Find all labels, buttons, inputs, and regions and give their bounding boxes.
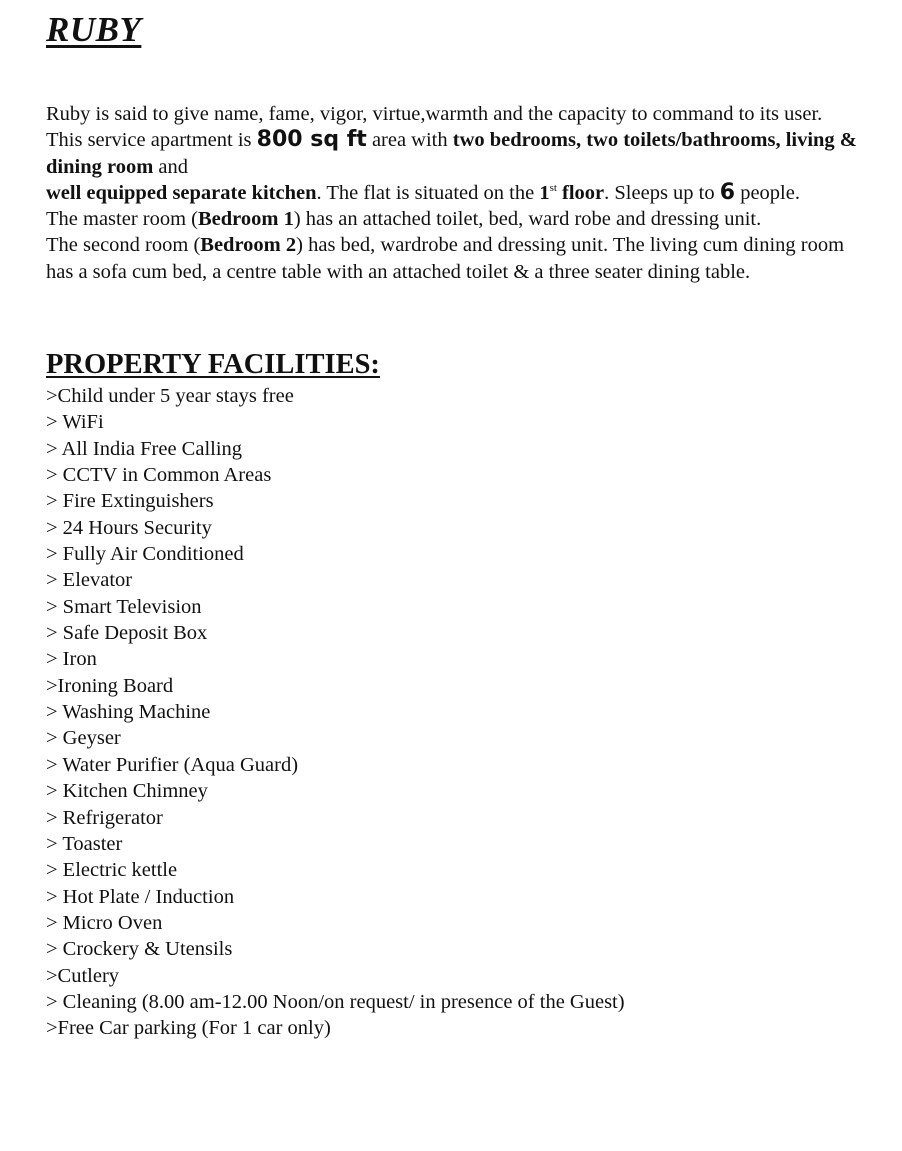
facility-item: > Elevator [46, 569, 133, 592]
text: and [153, 155, 189, 178]
facilities-list [46, 383, 625, 1042]
facility-item: >Free Car parking (For 1 car only) [46, 1017, 331, 1040]
facility-item: > Geyser [46, 727, 121, 750]
facility-item: > Safe Deposit Box [46, 622, 208, 645]
facility-item: > Washing Machine [46, 701, 211, 724]
area-value: 800 sq ft [256, 127, 367, 153]
facility-item: > All India Free Calling [46, 437, 243, 460]
description-line-1: Ruby is said to give name, fame, vigor, virtue,warmth and the capacity to command to its user. [46, 103, 823, 125]
text: ) has an attached toilet, bed, ward robe and dressing unit. [293, 208, 762, 231]
text: people. [735, 181, 800, 204]
description-line-4 [46, 206, 886, 232]
facility-item: > Hot Plate / Induction [46, 885, 235, 908]
facility-item: >Child under 5 year stays free [46, 385, 294, 407]
facility-item: > Electric kettle [46, 859, 178, 882]
text: The second room ( [46, 234, 201, 257]
rooms-summary: two bedrooms, two toilets/bathrooms, living & dining room [46, 129, 857, 178]
page-title: RUBY [46, 10, 142, 49]
facility-item: > Cleaning (8.00 am-12.00 Noon/on request/ in presence of the Guest) [46, 990, 625, 1013]
floor-number: 1 [539, 181, 550, 204]
description-line-6: has a sofa cum bed, a centre table with an attached toilet & a three seater dining table. [46, 260, 751, 283]
facility-item: > 24 Hours Security [46, 516, 212, 539]
description-line-5 [46, 232, 886, 258]
text: This service apartment is [46, 129, 257, 152]
floor-word: floor [556, 181, 605, 204]
description-line-3 [46, 180, 886, 206]
bedroom-1-label: Bedroom 1 [198, 208, 294, 231]
facility-item: > Smart Television [46, 595, 202, 618]
text: . The flat is situated on the [316, 181, 540, 204]
facility-item: >Ironing Board [46, 674, 174, 697]
facility-item: > Micro Oven [46, 911, 163, 934]
facility-item: >Cutlery [46, 964, 120, 987]
bedroom-2-label: Bedroom 2 [200, 234, 297, 257]
text: The master room ( [46, 208, 198, 231]
description [46, 101, 886, 285]
text: area with [366, 129, 453, 152]
facility-item: > Fire Extinguishers [46, 490, 214, 513]
facility-item: > Toaster [46, 832, 123, 855]
floor-suffix: st [549, 182, 557, 195]
facility-item: > WiFi [46, 411, 104, 434]
facility-item: > CCTV in Common Areas [46, 464, 272, 487]
facility-item: > Crockery & Utensils [46, 938, 233, 961]
facilities-heading: PROPERTY FACILITIES: [46, 349, 380, 380]
facility-item: > Water Purifier (Aqua Guard) [46, 753, 299, 776]
facility-item: > Kitchen Chimney [46, 780, 208, 803]
facility-item: > Fully Air Conditioned [46, 543, 244, 566]
sleeps-count: 6 [719, 179, 736, 205]
facility-item: > Refrigerator [46, 806, 163, 829]
description-line-2 [46, 127, 886, 180]
kitchen-text: well equipped separate kitchen [46, 181, 317, 204]
facility-item: > Iron [46, 648, 97, 671]
text: ) has bed, wardrobe and dressing unit. The living cum dining room [296, 234, 845, 257]
text: . Sleeps up to [604, 181, 720, 204]
